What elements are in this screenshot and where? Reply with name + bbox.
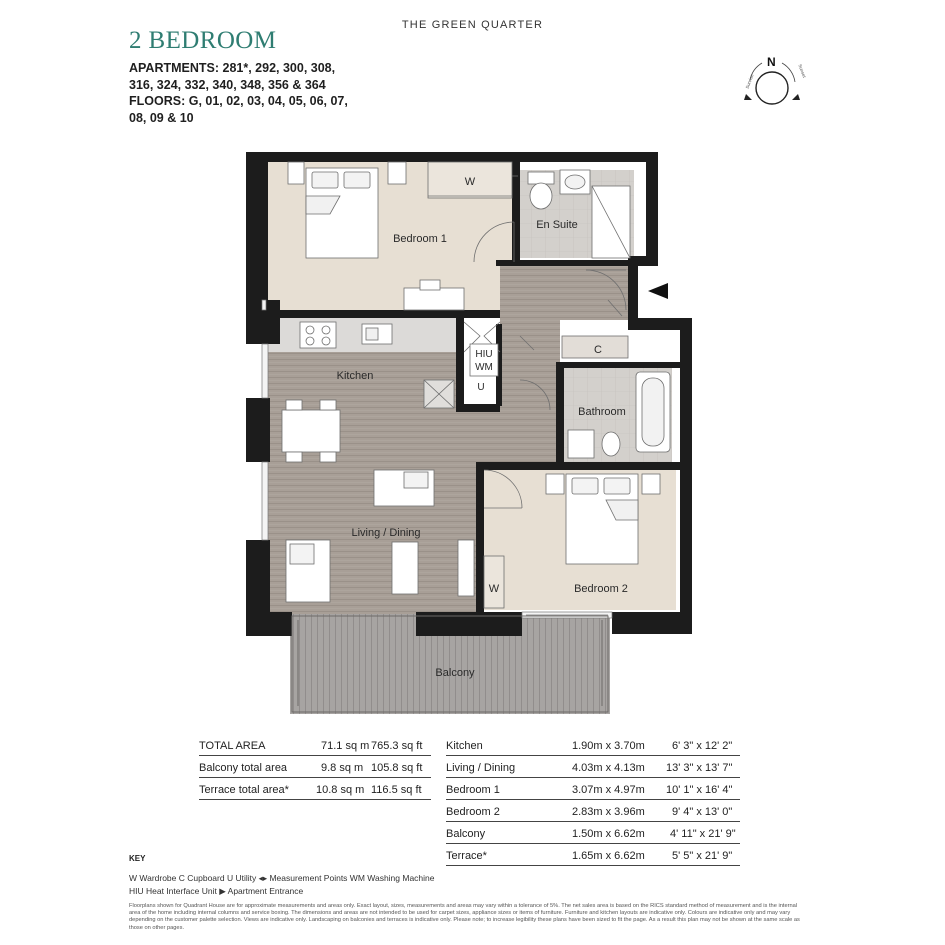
- window: [262, 344, 268, 398]
- area-sqft: 765.3 sq ft: [371, 740, 423, 752]
- dim-room: Bedroom 2: [446, 806, 500, 818]
- dim-imperial: 5' 5" x 21' 9": [672, 850, 733, 862]
- bathtub-basin-icon: [642, 378, 664, 446]
- coffee-table-icon: [392, 542, 418, 594]
- table-row: [199, 734, 431, 756]
- bedside-table-icon: [288, 162, 304, 184]
- cushion-icon: [290, 544, 314, 564]
- label-wardrobe: W: [464, 176, 476, 188]
- toilet-icon: [530, 183, 552, 209]
- dim-metric: 3.07m x 4.97m: [572, 784, 645, 796]
- label-living-dining: Living / Dining: [351, 527, 421, 539]
- table-row: [446, 756, 740, 778]
- basin-bowl-icon: [565, 175, 585, 189]
- bedside-table-icon: [388, 162, 406, 184]
- wall: [246, 398, 270, 462]
- wall: [246, 152, 268, 300]
- arrow-icon: [744, 94, 752, 100]
- apartment-entrance-icon: [648, 283, 668, 299]
- desk-icon: [404, 288, 464, 310]
- wall: [246, 152, 658, 162]
- north-label: N: [767, 55, 776, 69]
- area-sqft: 116.5 sq ft: [371, 784, 422, 796]
- label-bathroom: Bathroom: [578, 406, 626, 418]
- table-row: [199, 756, 431, 778]
- label-bedroom1: Bedroom 1: [393, 233, 447, 245]
- wall: [496, 260, 630, 266]
- pillow-icon: [344, 172, 370, 188]
- tv-unit-icon: [458, 540, 474, 596]
- wall: [476, 462, 484, 614]
- wall: [646, 152, 658, 262]
- pillow-icon: [604, 478, 630, 494]
- compass-ring-icon: [756, 72, 788, 104]
- label-bedroom2: Bedroom 2: [574, 583, 628, 595]
- compass: [744, 55, 807, 104]
- dim-metric: 1.65m x 6.62m: [572, 850, 645, 862]
- wall: [556, 362, 564, 466]
- table-row: [446, 778, 740, 800]
- area-sqm: 71.1 sq m: [321, 740, 370, 752]
- wall: [512, 162, 520, 260]
- brand-name: THE GREEN QUARTER: [401, 19, 544, 31]
- wall: [480, 462, 680, 470]
- chair-icon: [420, 280, 440, 290]
- pillow-icon: [572, 478, 598, 494]
- wall: [456, 316, 464, 412]
- key-heading: KEY: [129, 854, 146, 863]
- window: [262, 300, 266, 310]
- dim-imperial: 9' 4" x 13' 0": [672, 806, 733, 818]
- basin-icon: [568, 430, 594, 458]
- area-sqm: 10.8 sq m: [316, 784, 365, 796]
- sunrise-label: Sunrise: [744, 73, 755, 90]
- cushion-icon: [404, 472, 428, 488]
- area-label: Terrace total area*: [199, 784, 289, 796]
- dim-room: Balcony: [446, 828, 486, 840]
- label-wm: WM: [475, 362, 493, 373]
- label-balcony: Balcony: [435, 667, 475, 679]
- subtitle-line: 316, 324, 332, 340, 348, 356 & 364: [129, 77, 326, 92]
- dim-room: Bedroom 1: [446, 784, 500, 796]
- sink-bowl-icon: [366, 328, 378, 340]
- subtitle-line: APARTMENTS: 281*, 292, 300, 308,: [129, 61, 336, 75]
- area-sqft: 105.8 sq ft: [371, 762, 423, 774]
- wardrobe-icon: [484, 556, 504, 608]
- chair-icon: [320, 452, 336, 462]
- key-line: W Wardrobe C Cupboard U Utility ◂▸ Measurement Points WM Washing Machine: [129, 873, 435, 883]
- label-kitchen: Kitchen: [336, 370, 374, 382]
- dim-room: Kitchen: [446, 740, 483, 752]
- subtitle-line: 08, 09 & 10: [129, 110, 194, 125]
- wall: [680, 318, 692, 634]
- table-row: [446, 800, 740, 822]
- wall: [456, 404, 500, 412]
- label-utility: U: [477, 382, 485, 393]
- key-line: HIU Heat Interface Unit ▶ Apartment Entrance: [129, 886, 304, 896]
- dim-room: Terrace*: [446, 850, 487, 862]
- dim-imperial: 6' 3" x 12' 2": [672, 740, 733, 752]
- page-title: 2 BEDROOM: [129, 27, 277, 54]
- hall-floor: [500, 262, 634, 320]
- area-label: TOTAL AREA: [199, 740, 266, 752]
- dim-metric: 1.90m x 3.70m: [572, 740, 645, 752]
- label-wardrobe: W: [488, 583, 500, 595]
- dim-imperial: 4' 11" x 21' 9": [670, 828, 736, 840]
- window: [262, 462, 268, 540]
- dining-table-icon: [282, 410, 340, 452]
- cistern-icon: [528, 172, 554, 184]
- wall: [556, 362, 680, 368]
- chair-icon: [286, 400, 302, 410]
- wall: [612, 612, 692, 634]
- bedside-table-icon: [642, 474, 660, 494]
- table-row: [446, 844, 740, 866]
- table-row: [446, 822, 740, 844]
- wall: [246, 612, 292, 636]
- table-row: [446, 734, 740, 756]
- dim-room: Living / Dining: [446, 762, 516, 774]
- pillow-icon: [312, 172, 338, 188]
- label-cupboard: C: [594, 344, 602, 356]
- dim-imperial: 10' 1" x 16' 4": [666, 784, 733, 796]
- wall: [268, 310, 500, 318]
- toilet-icon: [602, 432, 620, 456]
- table-row: [199, 778, 431, 800]
- hob-icon: [300, 322, 336, 348]
- dim-imperial: 13' 3" x 13' 7": [666, 762, 733, 774]
- dim-metric: 2.83m x 3.96m: [572, 806, 645, 818]
- chair-icon: [320, 400, 336, 410]
- chair-icon: [286, 452, 302, 462]
- dim-metric: 4.03m x 4.13m: [572, 762, 645, 774]
- label-hiu: HIU: [475, 349, 493, 360]
- dim-metric: 1.50m x 6.62m: [572, 828, 645, 840]
- subtitle-line: FLOORS: G, 01, 02, 03, 04, 05, 06, 07,: [129, 94, 348, 108]
- label-ensuite: En Suite: [536, 219, 578, 231]
- sunset-label: Sunset: [797, 63, 807, 79]
- disclaimer: Floorplans shown for Quadrant House are for approximate measurements and areas only. Exact layout, sizes, measurements and areas may vary within a tolerance of 5%. The net sales area is based on the RICS standard method of measurement and is the internal area of the home including internal columns and service boxing. The dimensions and areas are not intended to be used for carpet sizes, appliance sizes or items of furniture. Furniture and kitchen layouts are indicative only. Colours are indicative only and may vary depending on the customer palette selection. Views are indicative only. Landscaping on balconies and terraces is indicative only. Please note; to increase legibility these plans have been sized to fit the page. As a result this plan may not be shown at the same scale as those on other pages.: [129, 903, 800, 931]
- arrow-icon: [792, 94, 800, 100]
- area-sqm: 9.8 sq m: [321, 762, 364, 774]
- area-label: Balcony total area: [199, 762, 288, 774]
- bedside-table-icon: [546, 474, 564, 494]
- hall-floor: [500, 318, 560, 413]
